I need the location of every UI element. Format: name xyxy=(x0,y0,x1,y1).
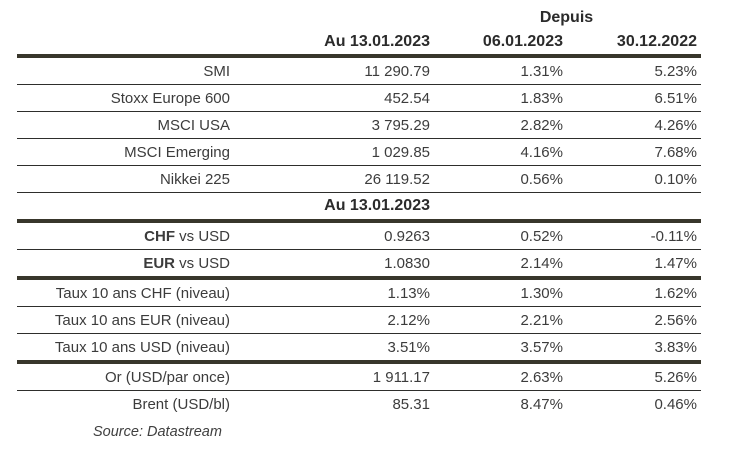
row-pct-since-2: 1.47% xyxy=(565,250,701,279)
row-value: 0.9263 xyxy=(262,221,432,250)
row-pct-since-1: 0.56% xyxy=(432,166,565,193)
row-label: Taux 10 ans EUR (niveau) xyxy=(17,307,262,334)
row-pct-since-1: 8.47% xyxy=(520,395,563,413)
row-pct-since-1: 0.52% xyxy=(432,221,565,250)
row-pct-since-2: 1.62% xyxy=(565,278,701,307)
table-row xyxy=(17,334,701,363)
row-value: 2.12% xyxy=(262,307,432,334)
row-pct-since-2: 6.51% xyxy=(565,85,701,112)
market-data-table xyxy=(17,6,701,417)
row-label: MSCI Emerging xyxy=(17,139,262,166)
row-value: 1.0830 xyxy=(262,250,432,279)
row-pct-since-2: 4.26% xyxy=(565,112,701,139)
table-row xyxy=(17,166,701,193)
row-label: CHF vs USD xyxy=(17,221,262,250)
mid-section-header-row xyxy=(17,193,701,222)
row-label: Brent (USD/bl) xyxy=(132,395,230,413)
table-row xyxy=(17,250,701,279)
row-value: 85.31 xyxy=(392,395,430,413)
mid-section-date-label: Au 13.01.2023 xyxy=(262,193,432,222)
row-pct-since-1: 2.14% xyxy=(432,250,565,279)
table-row xyxy=(17,56,701,85)
row-pct-since-1: 2.82% xyxy=(432,112,565,139)
row-pct-since-2: 2.56% xyxy=(565,307,701,334)
row-label: Or (USD/par once) xyxy=(17,362,262,391)
row-value: 1 911.17 xyxy=(262,362,432,391)
row-pct-since-1: 3.57% xyxy=(432,334,565,363)
market-data-table-container xyxy=(17,6,701,440)
table-row xyxy=(17,278,701,307)
row-pct-since-2: 5.26% xyxy=(565,362,701,391)
column-header-since-2: 30.12.2022 xyxy=(565,30,701,56)
depuis-group-header-row xyxy=(17,6,701,30)
row-pct-since-2: 7.68% xyxy=(565,139,701,166)
row-value: 3.51% xyxy=(262,334,432,363)
table-row xyxy=(17,307,701,334)
table-row xyxy=(17,221,701,250)
source-note: Source: Datastream xyxy=(93,424,222,440)
row-label: Nikkei 225 xyxy=(17,166,262,193)
row-label: SMI xyxy=(17,56,262,85)
row-label: Taux 10 ans CHF (niveau) xyxy=(17,278,262,307)
row-pct-since-2: 0.46% xyxy=(654,395,697,413)
column-header-row xyxy=(17,30,701,56)
row-value: 1 029.85 xyxy=(262,139,432,166)
table-row xyxy=(17,112,701,139)
table-row xyxy=(17,362,701,391)
row-label: Taux 10 ans USD (niveau) xyxy=(17,334,262,363)
row-pct-since-2: -0.11% xyxy=(565,221,701,250)
row-pct-since-2: 3.83% xyxy=(565,334,701,363)
row-value: 11 290.79 xyxy=(262,56,432,85)
row-pct-since-2: 5.23% xyxy=(565,56,701,85)
row-value: 3 795.29 xyxy=(262,112,432,139)
column-header-date: Au 13.01.2023 xyxy=(262,30,432,56)
row-pct-since-1: 1.30% xyxy=(432,278,565,307)
row-label: MSCI USA xyxy=(17,112,262,139)
table-row xyxy=(17,139,701,166)
table-row xyxy=(17,85,701,112)
row-pct-since-1: 2.63% xyxy=(432,362,565,391)
row-pct-since-1: 2.21% xyxy=(432,307,565,334)
depuis-label: Depuis xyxy=(539,9,594,26)
row-value: 452.54 xyxy=(262,85,432,112)
row-label: Stoxx Europe 600 xyxy=(17,85,262,112)
row-value: 26 119.52 xyxy=(262,166,432,193)
table-row xyxy=(17,391,701,418)
row-label: EUR vs USD xyxy=(17,250,262,279)
column-header-since-1: 06.01.2023 xyxy=(432,30,565,56)
row-pct-since-1: 1.31% xyxy=(432,56,565,85)
row-value: 1.13% xyxy=(262,278,432,307)
row-label-bold: EUR xyxy=(143,254,175,272)
row-pct-since-2: 0.10% xyxy=(565,166,701,193)
row-pct-since-1: 1.83% xyxy=(432,85,565,112)
row-label-bold: CHF xyxy=(144,227,175,245)
row-pct-since-1: 4.16% xyxy=(432,139,565,166)
